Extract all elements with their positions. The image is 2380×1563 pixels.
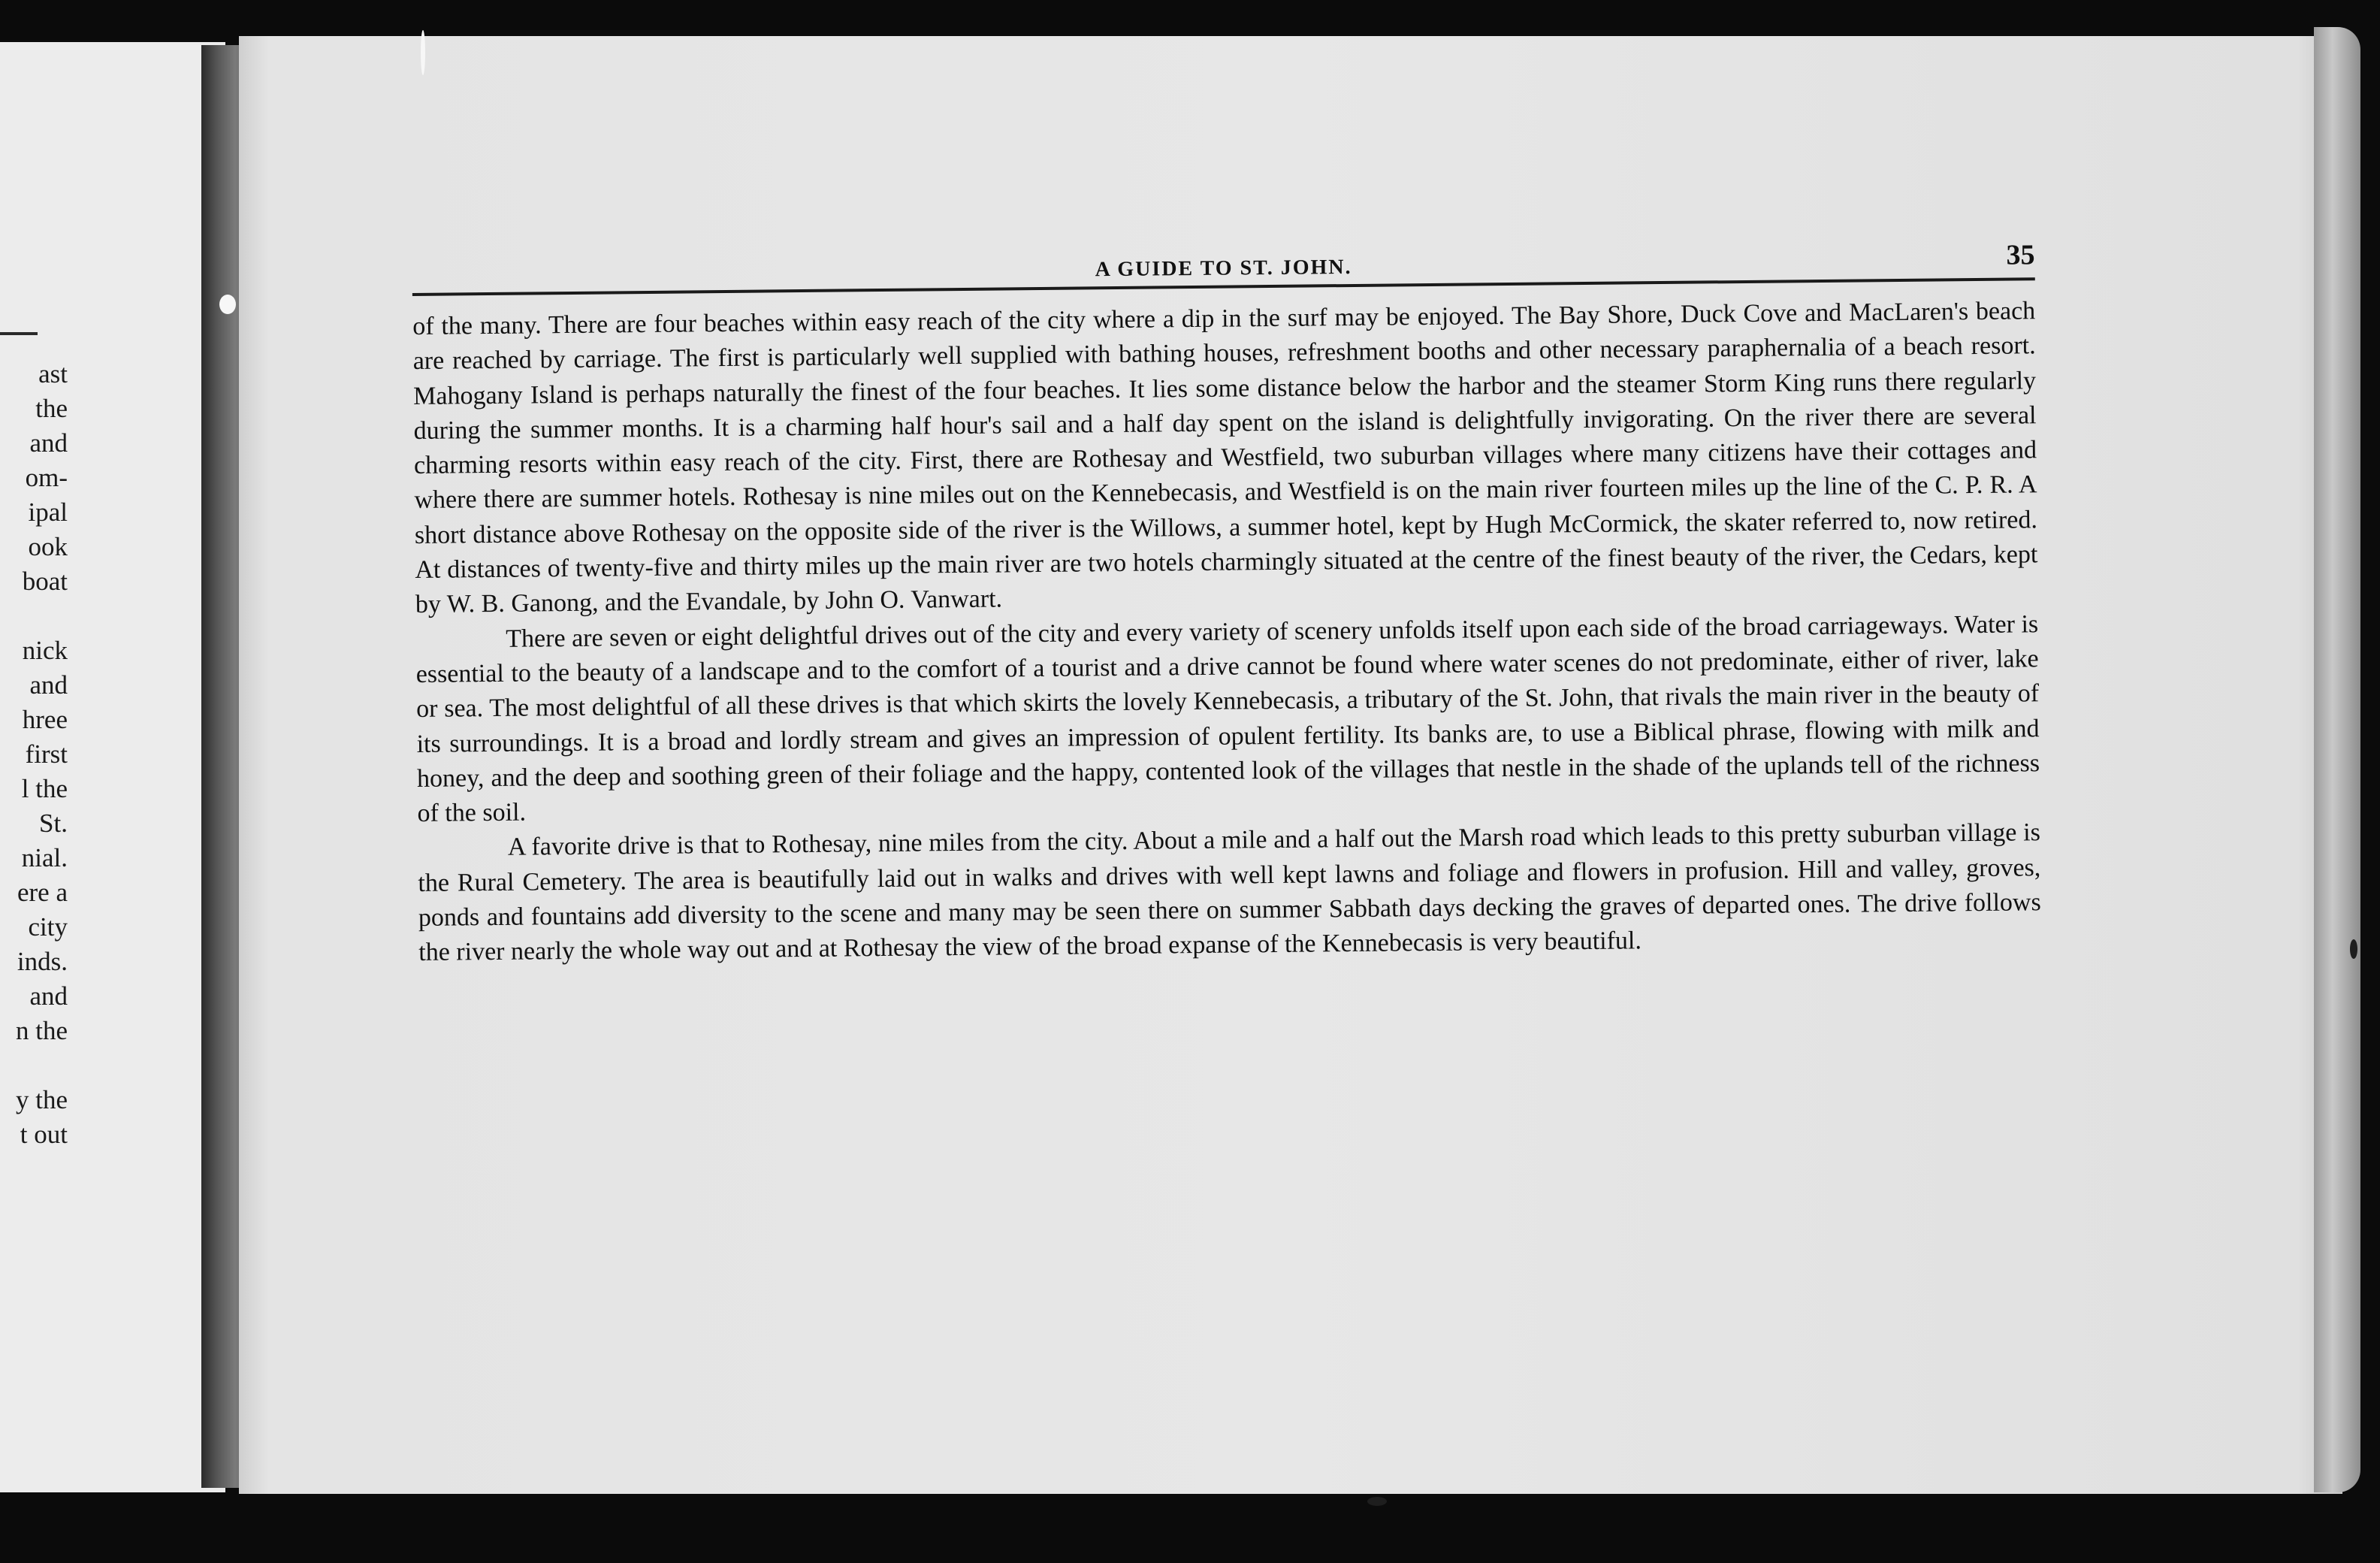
paragraph-beaches: of the many. There are four beaches within easy reach of the city where a dip in the surf may be enjoyed. The Bay Shore, Duck Cove and MacLaren's beach are reached by carriage. The first is particularly well supplied with bathing houses, refreshment booths and other necessary paraphernalia of a beach resort. Mahogany Island is perhaps naturally the finest of the four beaches. It lies some distance below the harbor and the steamer Storm King runs there regularly during the summer months. It is a charming half hour's sail and a half day spent on the island is delightfully invigorating. On the river there are several charming resorts within easy reach of the city. First, there are Rothesay and Westfield, two suburban villages where many citizens have their cottages and where there are summer hotels. Rothesay is nine miles out on the Kennebecasis, and Westfield is on the main river fourteen miles up the line of the C. P. R. A short distance above Rothesay on the opposite side of the river is the Willows, a summer hotel, kept by Hugh McCormick, the skater referred to, now retired. At distances of twenty-five and thirty miles up the main river are two hotels charmingly situated at the centre of the finest beauty of the river, the Cedars, kept by W. B. Ganong, and the Evandale, by John O. Vanwart. bbox=[412, 297, 2038, 619]
left-page-fragment: inds. bbox=[17, 947, 68, 976]
left-page-fragment: ook bbox=[28, 532, 68, 561]
left-page-fragment: the bbox=[35, 394, 68, 423]
left-page-rule bbox=[0, 332, 38, 335]
left-page-fragment: and bbox=[29, 428, 68, 458]
scan-speck bbox=[219, 295, 236, 314]
left-page-fragment: n the bbox=[15, 1016, 68, 1045]
left-page-fragment: and bbox=[29, 981, 68, 1011]
paragraph-rothesay-drive: A favorite drive is that to Rothesay, nine miles from the city. About a mile and a half out the Marsh road which leads to this pretty suburban village is the Rural Cemetery. The area is beautifully laid out in walks and drives with well kept lawns and foliage and flowers in profusion. Hill and valley, groves, ponds and fountains add diversity to the scene and many may be seen there on summer Sabbath days decking the graves of departed ones. The drive follows the river nearly the whole way out and at Rothesay the view of the broad expanse of the Kennebecasis is very beautiful. bbox=[418, 818, 2041, 967]
left-page-fragment: city bbox=[28, 912, 68, 942]
scan-speck bbox=[421, 30, 425, 75]
left-page-fragment: ipal bbox=[28, 497, 68, 527]
scan-speck bbox=[2350, 939, 2357, 959]
page-content bbox=[412, 210, 2041, 970]
left-page-edge bbox=[0, 42, 225, 1492]
left-page-fragment: ast bbox=[38, 359, 68, 388]
left-page-fragment: boat bbox=[22, 567, 68, 596]
paragraph-drives: There are seven or eight delightful drives out of the city and every variety of scenery unfolds itself upon each side of the broad carriageways. Water is essential to the beauty of a landscape and to the comfort of a tourist and a drive cannot be found where water scenes do not predominate, either of river, lake or sea. The most delightful of all these drives is that which skirts the lovely Kennebecasis, a tributary of the St. John, that rivals the main river in the beauty of its surroundings. It is a broad and lordly stream and gives an impression of opulent fertility. Its banks are, to use a Biblical phrase, flowing with milk and honey, and the deep and soothing green of their foliage and the happy, contented look of the villages that nestle in the shade of the uplands tell of the richness of the soil. bbox=[415, 609, 2040, 828]
left-page-fragment: nick bbox=[22, 636, 68, 665]
left-page-fragment: l the bbox=[21, 774, 68, 803]
left-page-fragment: nial. bbox=[21, 843, 68, 872]
page-edge-stack bbox=[2314, 27, 2360, 1492]
left-page-fragment: ere a bbox=[17, 878, 68, 907]
left-page-fragment: hree bbox=[22, 705, 68, 734]
page-number: 35 bbox=[2006, 239, 2035, 271]
scan-speck bbox=[1367, 1497, 1387, 1506]
left-page-fragment: and bbox=[29, 670, 68, 700]
left-page-fragment: first bbox=[25, 739, 68, 769]
left-page-fragment: t out bbox=[20, 1120, 68, 1149]
left-page-fragment: y the bbox=[15, 1085, 68, 1114]
left-page-fragment: St. bbox=[39, 809, 68, 838]
left-page-fragment: om- bbox=[25, 463, 68, 492]
running-head-title: A GUIDE TO ST. JOHN. bbox=[1095, 255, 1352, 282]
